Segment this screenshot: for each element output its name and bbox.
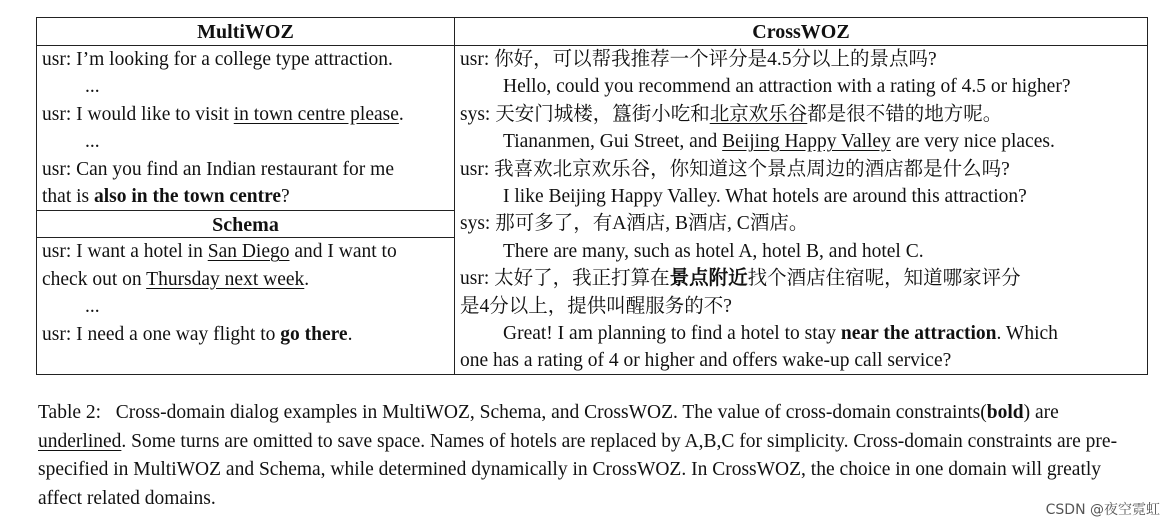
text-segment: usr: 太好了，我正打算在 bbox=[460, 268, 670, 290]
dialog-line bbox=[455, 128, 1147, 155]
dialog-line bbox=[37, 238, 454, 265]
underlined-constraint: Thursday next week bbox=[146, 268, 305, 290]
text-segment: Great! I am planning to find a hotel to stay bbox=[503, 322, 841, 344]
text-segment: usr: 你好，可以帮我推荐一个评分是4.5分以上的景点吗? bbox=[460, 49, 937, 70]
dialog-line bbox=[37, 156, 454, 183]
underlined-constraint: Beijing Happy Valley bbox=[722, 131, 891, 153]
text-segment: . Some turns are omitted to save space. Names of hotels are replaced by A,B,C for simplicity. Cross-domain constraints are pre-specified in MultiWOZ and Schema, while determined dynamically in CrossWOZ. In CrossWOZ, the choice in one domain will greatly affect related domains. bbox=[38, 430, 1118, 509]
watermark: CSDN @夜空霓虹 bbox=[1045, 502, 1160, 518]
crosswoz-header: CrossWOZ bbox=[455, 18, 1147, 46]
text-segment: . bbox=[347, 323, 353, 345]
left-column bbox=[37, 18, 455, 374]
text-segment: ... bbox=[85, 131, 100, 153]
text-segment: usr: Can you find an Indian restaurant for me bbox=[42, 158, 394, 180]
text-segment: check out on bbox=[42, 268, 147, 290]
right-column bbox=[455, 18, 1147, 374]
dialog-line bbox=[37, 266, 454, 293]
schema-dialog bbox=[37, 238, 454, 348]
text-segment: that is bbox=[42, 185, 94, 207]
dialog-line bbox=[455, 210, 1147, 237]
dialog-line bbox=[37, 46, 454, 73]
crosswoz-dialog bbox=[455, 46, 1147, 375]
text-segment: 都是很不错的地方呢。 bbox=[807, 103, 1003, 125]
multiwoz-header: MultiWOZ bbox=[37, 18, 454, 46]
text-segment: Tiananmen, Gui Street, and bbox=[503, 131, 723, 153]
text-segment: . bbox=[398, 103, 404, 125]
dialog-line bbox=[455, 347, 1147, 374]
text-segment: usr: I’m looking for a college type attraction. bbox=[42, 49, 393, 70]
text-segment: . Which bbox=[996, 322, 1058, 344]
dialog-line bbox=[455, 183, 1147, 210]
text-segment: usr: I want a hotel in bbox=[42, 241, 208, 263]
text-segment: . bbox=[304, 268, 310, 290]
dialog-line bbox=[455, 101, 1147, 128]
text-segment: Hello, could you recommend an attraction with a rating of 4.5 or higher? bbox=[503, 76, 1071, 98]
text-segment: 找个酒店住宿呢，知道哪家评分 bbox=[747, 268, 1021, 290]
underlined-constraint: San Diego bbox=[207, 241, 290, 263]
dialog-line bbox=[455, 238, 1147, 265]
text-segment: usr: I need a one way flight to bbox=[42, 323, 281, 345]
dialog-line bbox=[37, 101, 454, 128]
text-segment: usr: 我喜欢北京欢乐谷，你知道这个景点周边的酒店都是什么吗? bbox=[460, 158, 1010, 180]
text-segment: I like Beijing Happy Valley. What hotels are around this attraction? bbox=[503, 185, 1027, 207]
omitted-turns bbox=[37, 73, 454, 100]
dialog-line bbox=[37, 321, 454, 348]
text-segment: Cross-domain dialog examples in MultiWOZ, Schema, and CrossWOZ. The value of cross-domain constraints( bbox=[115, 402, 987, 423]
dialog-line bbox=[455, 320, 1147, 347]
table-caption bbox=[38, 399, 1146, 513]
omitted-turns bbox=[37, 128, 454, 155]
text-segment: one has a rating of 4 or higher and offers wake-up call service? bbox=[460, 350, 952, 372]
underlined-constraint: underlined bbox=[38, 430, 122, 452]
bold-constraint: also in the town centre bbox=[94, 185, 282, 207]
dialog-line bbox=[455, 73, 1147, 100]
caption-text bbox=[38, 402, 1117, 509]
text-segment: and I want to bbox=[289, 241, 397, 263]
caption-label: Table 2: bbox=[38, 402, 102, 423]
dialog-line bbox=[455, 265, 1147, 292]
text-segment: sys: 天安门城楼，簋街小吃和 bbox=[460, 103, 710, 125]
bold-constraint: bold bbox=[986, 402, 1024, 423]
dialog-line bbox=[455, 46, 1147, 73]
bold-constraint: near the attraction bbox=[840, 322, 997, 344]
omitted-turns bbox=[37, 293, 454, 320]
text-segment: 是4分以上，提供叫醒服务的不? bbox=[460, 295, 732, 317]
bold-constraint: 景点附近 bbox=[669, 268, 748, 290]
text-segment: ... bbox=[85, 76, 100, 98]
text-segment: sys: 那可多了，有A酒店, B酒店, C酒店。 bbox=[460, 213, 809, 235]
text-segment: are very nice places. bbox=[890, 131, 1055, 153]
multiwoz-dialog bbox=[37, 46, 454, 210]
underlined-constraint: in town centre please bbox=[233, 103, 399, 125]
dialog-line bbox=[455, 156, 1147, 183]
text-segment: ... bbox=[85, 296, 100, 318]
text-segment: There are many, such as hotel A, hotel B, and hotel C. bbox=[503, 240, 924, 262]
text-segment: ? bbox=[281, 185, 290, 207]
text-segment: usr: I would like to visit bbox=[42, 103, 234, 125]
underlined-constraint: 北京欢乐谷 bbox=[709, 103, 808, 125]
dialog-table bbox=[36, 17, 1148, 375]
dialog-line bbox=[455, 293, 1147, 320]
text-segment: ) are bbox=[1023, 402, 1059, 423]
dialog-line bbox=[37, 183, 454, 210]
bold-constraint: go there bbox=[280, 323, 348, 345]
schema-header: Schema bbox=[37, 210, 454, 238]
